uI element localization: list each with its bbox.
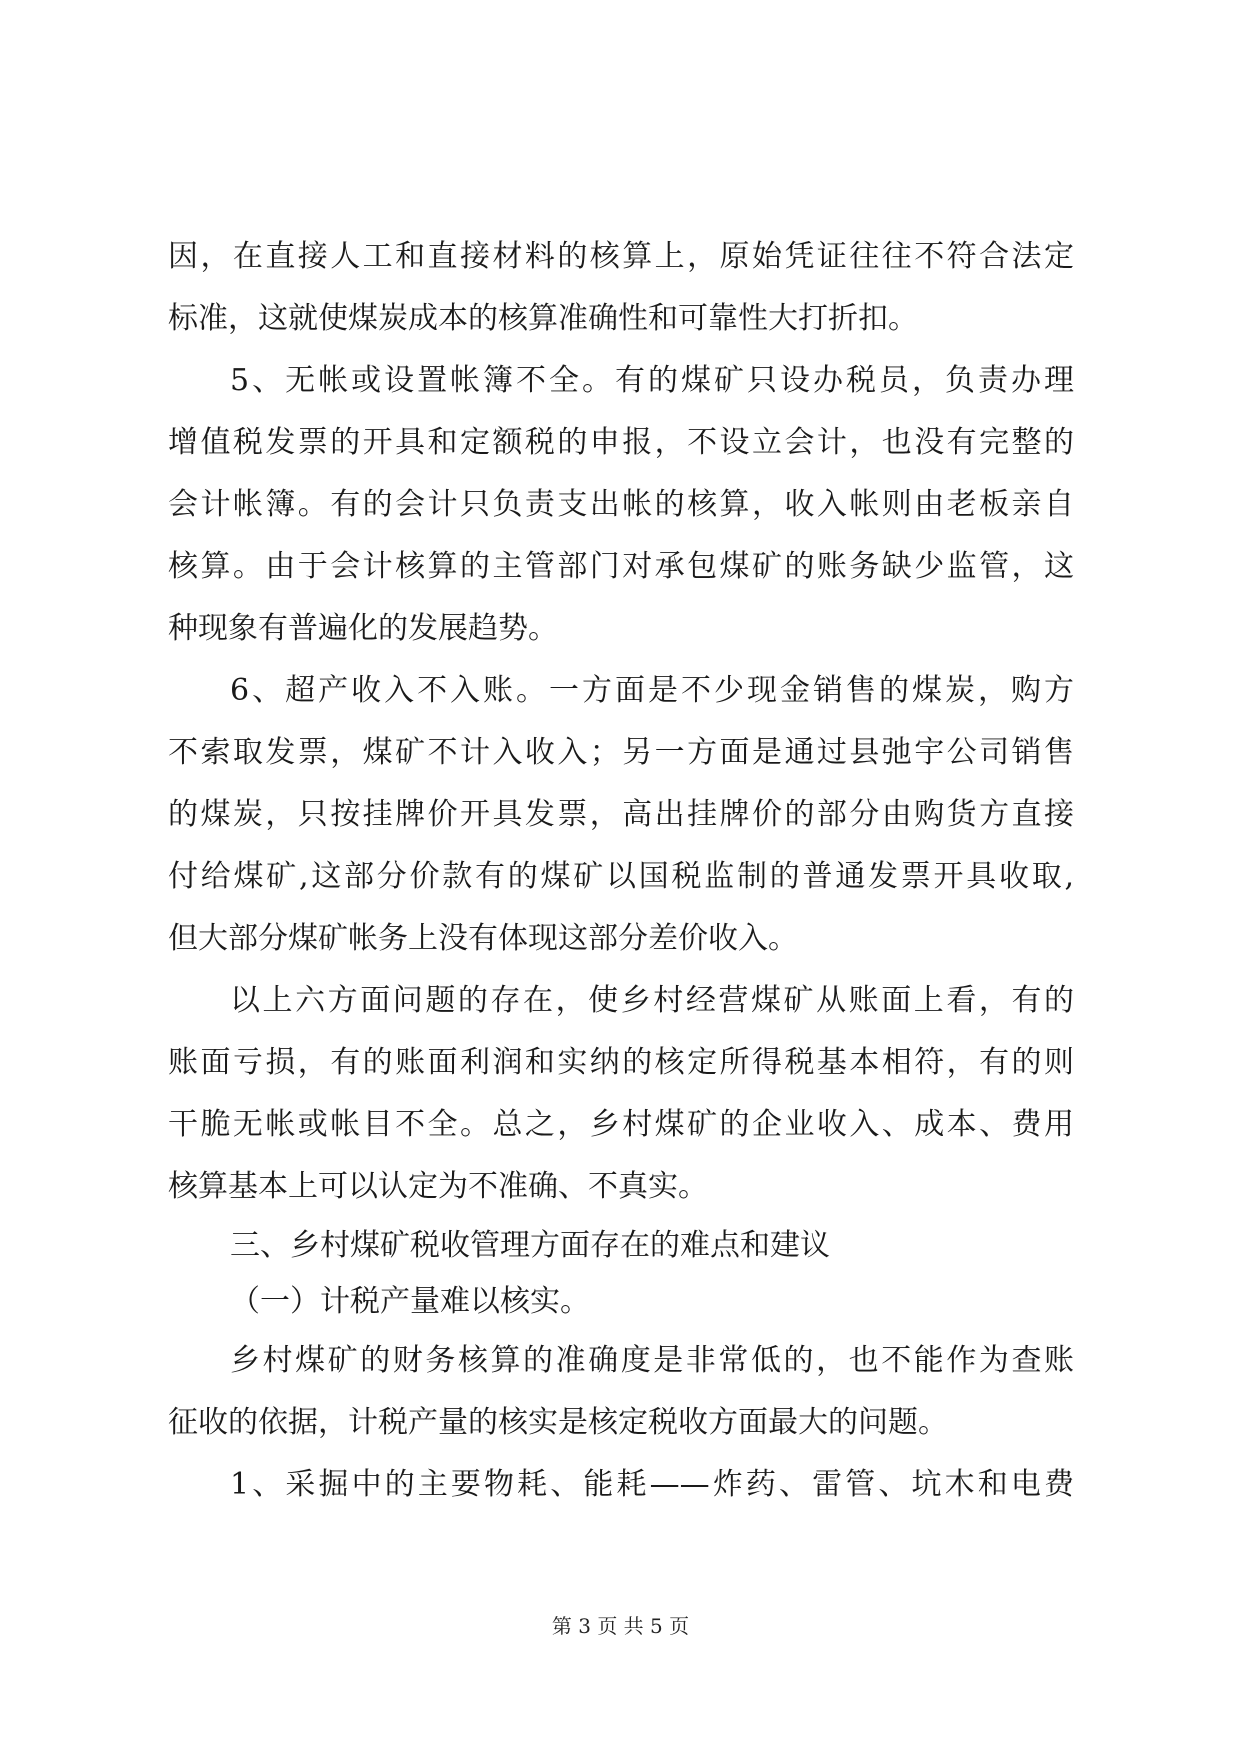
- document-body: [168, 226, 1074, 1516]
- paragraph-line: 因，在直接人工和直接材料的核算上，原始凭证往往不符合法定: [168, 239, 1074, 274]
- paragraph-line: 会计帐簿。有的会计只负责支出帐的核算，收入帐则由老板亲自: [168, 487, 1074, 522]
- paragraph-line: 账面亏损，有的账面利润和实纳的核定所得税基本相符，有的则: [168, 1045, 1074, 1080]
- section-heading: 三、乡村煤矿税收管理方面存在的难点和建议: [230, 1228, 830, 1263]
- paragraph-line: 的煤炭，只按挂牌价开具发票，高出挂牌价的部分由购货方直接: [168, 797, 1074, 832]
- paragraph-line: 以上六方面问题的存在，使乡村经营煤矿从账面上看，有的: [230, 983, 1074, 1018]
- paragraph-line: 标准，这就使煤炭成本的核算准确性和可靠性大打折扣。: [168, 301, 918, 336]
- paragraph-line: 乡村煤矿的财务核算的准确度是非常低的，也不能作为查账: [230, 1343, 1074, 1378]
- paragraph-line: 干脆无帐或帐目不全。总之，乡村煤矿的企业收入、成本、费用: [168, 1107, 1074, 1142]
- paragraph-line: 不索取发票，煤矿不计入收入；另一方面是通过县弛宇公司销售: [168, 735, 1074, 770]
- subsection-heading: （一）计税产量难以核实。: [230, 1284, 590, 1319]
- paragraph-line: 付给煤矿,这部分价款有的煤矿以国税监制的普通发票开具收取,: [168, 859, 1074, 894]
- paragraph-line: 增值税发票的开具和定额税的申报，不设立会计，也没有完整的: [168, 425, 1074, 460]
- paragraph-line: 种现象有普遍化的发展趋势。: [168, 611, 558, 646]
- paragraph-line: 6、超产收入不入账。一方面是不少现金销售的煤炭，购方: [230, 673, 1074, 708]
- paragraph-line: 1、采掘中的主要物耗、能耗——炸药、雷管、坑木和电费: [230, 1467, 1074, 1502]
- paragraph-line: 核算。由于会计核算的主管部门对承包煤矿的账务缺少监管，这: [168, 549, 1074, 584]
- paragraph-line: 核算基本上可以认定为不准确、不真实。: [168, 1169, 708, 1204]
- paragraph-line: 5、无帐或设置帐簿不全。有的煤矿只设办税员，负责办理: [230, 363, 1074, 398]
- page-number-footer: 第 3 页 共 5 页: [551, 1614, 690, 1638]
- paragraph-line: 但大部分煤矿帐务上没有体现这部分差价收入。: [168, 921, 798, 956]
- paragraph-line: 征收的依据，计税产量的核实是核定税收方面最大的问题。: [168, 1405, 948, 1440]
